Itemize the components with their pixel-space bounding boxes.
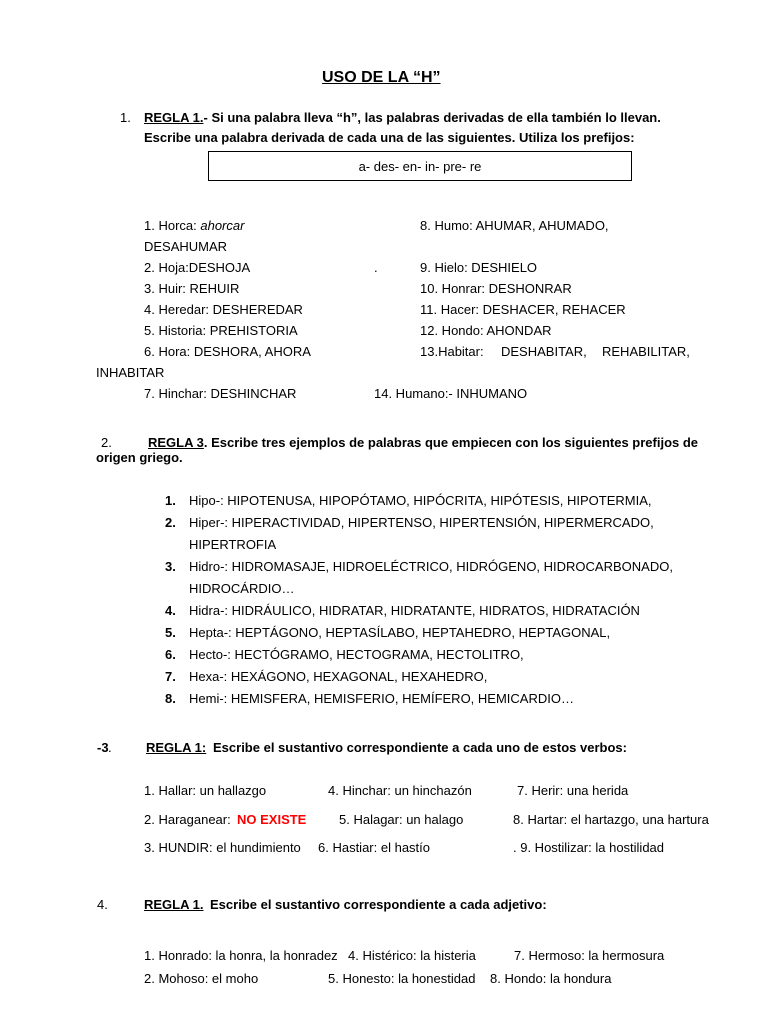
s1-item-7: 7. Hinchar: DESHINCHAR xyxy=(144,386,297,401)
s1-item-1-answer: ahorcar xyxy=(200,218,245,233)
s3-item-7: 7. Herir: una herida xyxy=(517,783,629,798)
section-2-rule: REGLA 3 xyxy=(148,435,204,450)
list-item: Hecto-: HECTÓGRAMO, HECTOGRAMA, HECTOLITRO, xyxy=(189,647,524,662)
s3-item-3: 3. HUNDIR: el hundimiento xyxy=(144,840,301,855)
s1-item-8: 8. Humo: AHUMAR, AHUMADO, xyxy=(420,218,609,233)
list-item-continued: HIPERTROFIA xyxy=(189,537,277,552)
s1-item-1: 1. Horca: ahorcar xyxy=(144,218,245,233)
s3-item-5: 5. Halagar: un halago xyxy=(339,812,464,827)
s4-item-5: 5. Honesto: la honestidad xyxy=(328,971,476,986)
s4-item-4: 4. Histérico: la histeria xyxy=(348,948,476,963)
s3-item-8: 8. Hartar: el hartazgo, una hartura xyxy=(513,812,709,827)
section-2-rule-text: . Escribe tres ejemplos de palabras que empiecen con los siguientes prefijos de xyxy=(203,435,699,450)
s1-item-13-word-2: REHABILITAR, xyxy=(602,344,690,359)
list-item: Hepta-: HEPTÁGONO, HEPTASÍLABO, HEPTAHEDRO, HEPTAGONAL, xyxy=(189,625,611,640)
list-item: Hemi-: HEMISFERA, HEMISFERIO, HEMÍFERO, HEMICARDIO… xyxy=(189,691,574,706)
s1-item-13-word-1: DESHABITAR, xyxy=(501,344,587,359)
s3-item-6: 6. Hastiar: el hastío xyxy=(318,840,430,855)
section-4-rule: REGLA 1. xyxy=(144,897,204,912)
section-3-rule: REGLA 1: xyxy=(146,740,207,755)
prefix-box xyxy=(208,151,632,181)
list-item: Hidro-: HIDROMASAJE, HIDROELÉCTRICO, HIDRÓGENO, HIDROCARBONADO, xyxy=(189,559,673,574)
section-1-rule: REGLA 1. xyxy=(144,110,204,125)
s4-item-2: 2. Mohoso: el moho xyxy=(144,971,259,986)
list-item-continued: HIDROCÁRDIO… xyxy=(189,581,295,596)
s1-item-13-label: 13.Habitar: xyxy=(420,344,484,359)
s1-item-3: 3. Huir: REHUIR xyxy=(144,281,240,296)
page-title: USO DE LA “H” xyxy=(322,69,441,86)
section-4-rule-text: Escribe el sustantivo correspondiente a cada adjetivo: xyxy=(210,897,547,912)
list-number: 6. xyxy=(165,647,176,662)
list-number: 8. xyxy=(165,691,176,706)
list-number: 2. xyxy=(165,515,176,530)
list-number: 5. xyxy=(165,625,176,640)
section-1-instruction: Escribe una palabra derivada de cada una de las siguientes. Utiliza los prefijos: xyxy=(144,130,635,145)
section-2-heading-continued: origen griego. xyxy=(96,450,183,465)
s3-item-2: 2. Haraganear: xyxy=(144,812,231,827)
s1-item-8-continued: DESAHUMAR xyxy=(144,239,228,254)
s1-item-11: 11. Hacer: DESHACER, REHACER xyxy=(420,302,626,317)
s4-item-7: 7. Hermoso: la hermosura xyxy=(514,948,665,963)
s1-item-9: 9. Hielo: DESHIELO xyxy=(420,260,538,275)
section-2-number: 2. xyxy=(101,435,112,450)
s3-item-4: 4. Hinchar: un hinchazón xyxy=(328,783,472,798)
list-number: 7. xyxy=(165,669,176,684)
s1-item-12: 12. Hondo: AHONDAR xyxy=(420,323,552,338)
s4-item-1: 1. Honrado: la honra, la honradez xyxy=(144,948,338,963)
list-item: Hidra-: HIDRÁULICO, HIDRATAR, HIDRATANTE, HIDRATOS, HIDRATACIÓN xyxy=(189,603,640,618)
section-1-rule-suffix: - xyxy=(203,110,208,125)
section-3-rule-text: Escribe el sustantivo correspondiente a cada uno de estos verbos: xyxy=(213,740,627,755)
s1-item-14: 14. Humano:- INHUMANO xyxy=(374,386,528,401)
section-2-heading xyxy=(148,435,698,450)
section-3-number: -3 xyxy=(97,740,109,755)
s1-item-2-mark: . xyxy=(374,260,378,275)
s3-item-2-answer: NO EXISTE xyxy=(237,812,307,827)
s1-item-4: 4. Heredar: DESHEREDAR xyxy=(144,302,303,317)
list-item: Hiper-: HIPERACTIVIDAD, HIPERTENSO, HIPERTENSIÓN, HIPERMERCADO, xyxy=(189,515,654,530)
list-item: Hipo-: HIPOTENUSA, HIPOPÓTAMO, HIPÓCRITA, HIPÓTESIS, HIPOTERMIA, xyxy=(189,493,652,508)
section-4-number: 4. xyxy=(97,897,108,912)
list-number: 1. xyxy=(165,493,176,508)
section-3-dot: . xyxy=(108,740,112,755)
list-item: Hexa-: HEXÁGONO, HEXAGONAL, HEXAHEDRO, xyxy=(189,669,488,684)
list-number: 4. xyxy=(165,603,176,618)
s1-item-5: 5. Historia: PREHISTORIA xyxy=(144,323,298,338)
s3-item-1: 1. Hallar: un hallazgo xyxy=(144,783,267,798)
s1-item-13-continued: INHABITAR xyxy=(96,365,165,380)
s1-item-10: 10. Honrar: DESHONRAR xyxy=(420,281,572,296)
s1-item-6: 6. Hora: DESHORA, AHORA xyxy=(144,344,311,359)
section-1-heading xyxy=(144,110,661,125)
s4-item-8: 8. Hondo: la hondura xyxy=(490,971,612,986)
s1-item-2: 2. Hoja:DESHOJA xyxy=(144,260,251,275)
section-1-number: 1. xyxy=(120,110,131,125)
prefix-list: a- des- en- in- pre- re xyxy=(358,159,482,174)
section-1-rule-text: Si una palabra lleva “h”, las palabras derivadas de ella también lo llevan. xyxy=(207,110,661,125)
list-number: 3. xyxy=(165,559,176,574)
s3-item-9: . 9. Hostilizar: la hostilidad xyxy=(513,840,665,855)
